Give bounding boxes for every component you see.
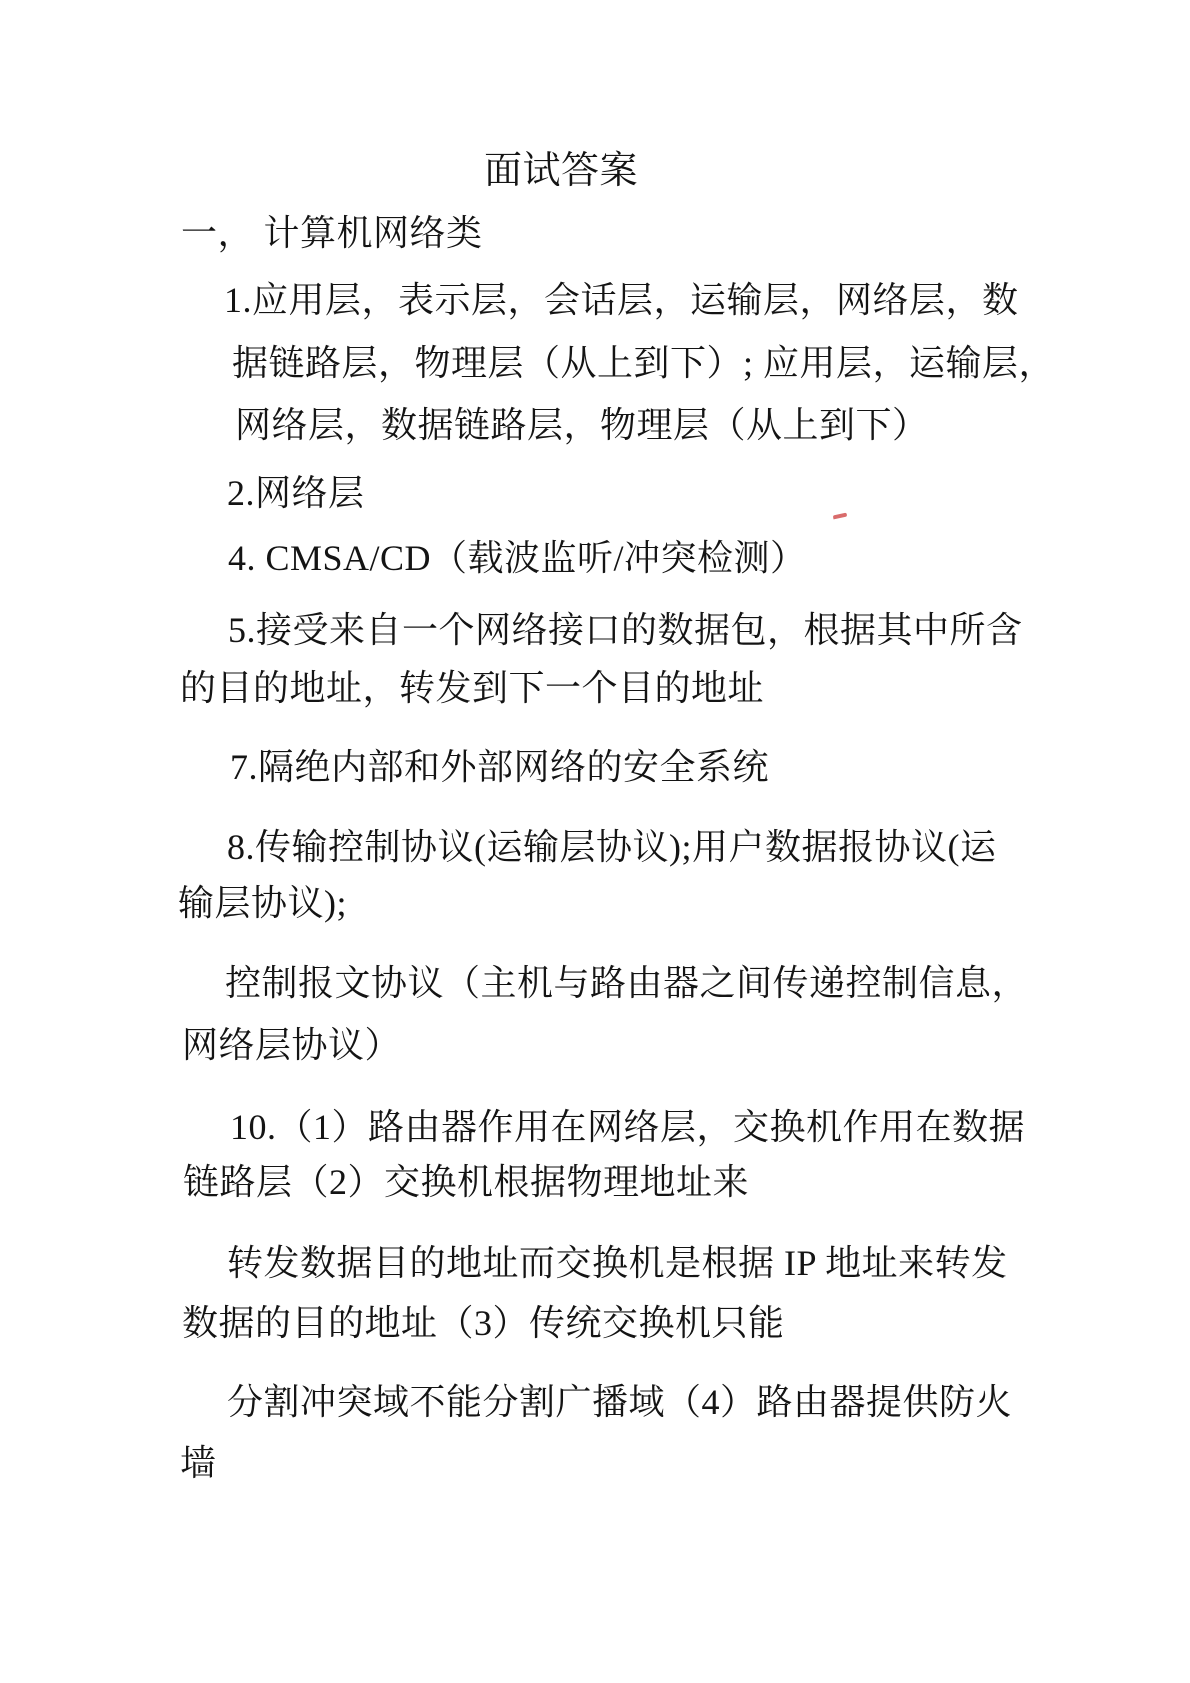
body-line: 数据的目的地址（3）传统交换机只能: [182, 1303, 785, 1343]
section-heading: 一， 计算机网络类: [181, 213, 483, 253]
body-line: 10.（1）路由器作用在网络层，交换机作用在数据: [230, 1107, 1026, 1147]
body-line: 8.传输控制协议(运输层协议);用户数据报协议(运: [227, 827, 997, 867]
body-line: 墙: [180, 1443, 217, 1483]
body-line: 据链路层，物理层（从上到下）; 应用层，运输层，: [232, 343, 1056, 383]
body-line: 的目的地址，转发到下一个目的地址: [180, 668, 765, 708]
body-line: 5.接受来自一个网络接口的数据包，根据其中所含: [228, 610, 1023, 650]
body-line: 1.应用层，表示层，会话层，运输层，网络层，数: [224, 280, 1019, 320]
body-line: 2.网络层: [227, 473, 365, 513]
body-line: 网络层，数据链路层，物理层（从上到下）: [235, 405, 929, 445]
body-line: 输层协议);: [178, 883, 347, 923]
body-line: 4. CMSA/CD（载波监听/冲突检测）: [228, 538, 807, 578]
page-title: 面试答案: [484, 150, 639, 192]
body-line: 分割冲突域不能分割广播域（4）路由器提供防火: [227, 1382, 1013, 1422]
body-line: 链路层（2）交换机根据物理地址来: [183, 1162, 750, 1202]
body-line: 转发数据目的地址而交换机是根据 IP 地址来转发: [227, 1243, 1008, 1283]
red-annotation-mark: [833, 513, 848, 520]
body-line: 控制报文协议（主机与路由器之间传递控制信息，: [225, 963, 1029, 1003]
body-line: 网络层协议）: [182, 1025, 402, 1065]
body-line: 7.隔绝内部和外部网络的安全系统: [230, 747, 770, 787]
